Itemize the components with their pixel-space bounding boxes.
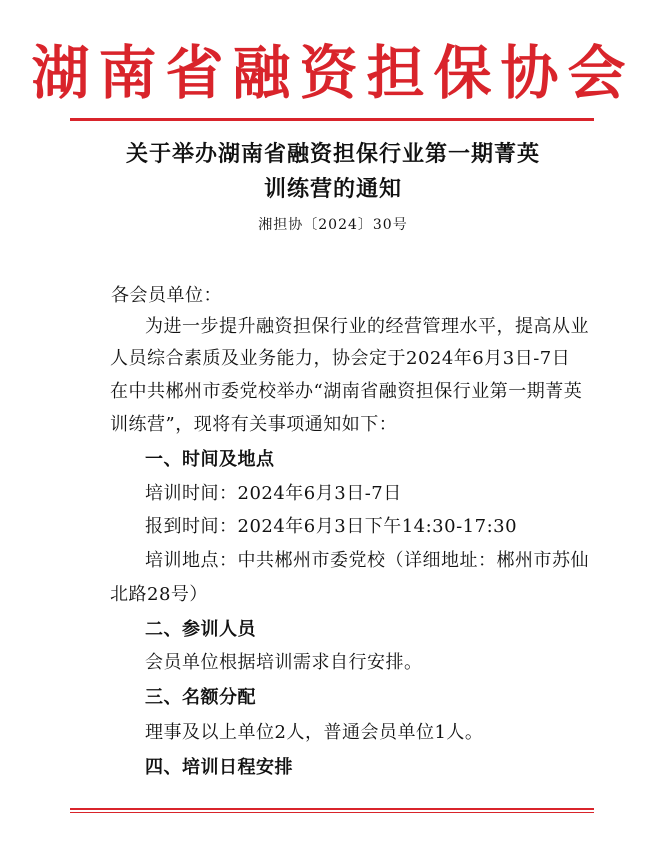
section-heading-participants: 二、参训人员 — [145, 619, 256, 640]
section-heading-time-location: 一、时间及地点 — [145, 449, 275, 470]
training-time: 培训时间：2024年6月3日-7日 — [145, 483, 402, 504]
section-heading-quota: 三、名额分配 — [145, 687, 256, 708]
quota-text: 理事及以上单位2人，普通会员单位1人。 — [145, 722, 484, 743]
letterhead-divider — [70, 118, 594, 121]
training-location-continued: 北路28号） — [110, 584, 208, 605]
document-title-line-2: 训练营的通知 — [263, 176, 402, 202]
intro-line: 训练营”，现将有关事项通知如下： — [110, 414, 398, 435]
section-heading-schedule: 四、培训日程安排 — [145, 757, 293, 778]
intro-line: 为进一步提升融资担保行业的经营管理水平，提高从业 — [145, 316, 589, 337]
intro-line: 人员综合素质及业务能力，协会定于2024年6月3日-7日 — [110, 348, 571, 369]
training-location: 培训地点：中共郴州市委党校（详细地址：郴州市苏仙 — [145, 550, 589, 571]
footer-divider — [70, 808, 594, 810]
footer-divider-thin — [70, 812, 594, 813]
intro-line: 在中共郴州市委党校举办“湖南省融资担保行业第一期菁英 — [110, 381, 583, 402]
salutation: 各会员单位： — [111, 285, 222, 306]
letterhead-org-name: 湖南省融资担保协会 — [31, 39, 635, 107]
document-title-line-1: 关于举办湖南省融资担保行业第一期菁英 — [125, 141, 540, 167]
document-number: 湘担协〔2024〕30号 — [258, 217, 408, 233]
check-in-time: 报到时间：2024年6月3日下午14:30-17:30 — [145, 516, 518, 537]
participants-text: 会员单位根据培训需求自行安排。 — [145, 652, 423, 673]
